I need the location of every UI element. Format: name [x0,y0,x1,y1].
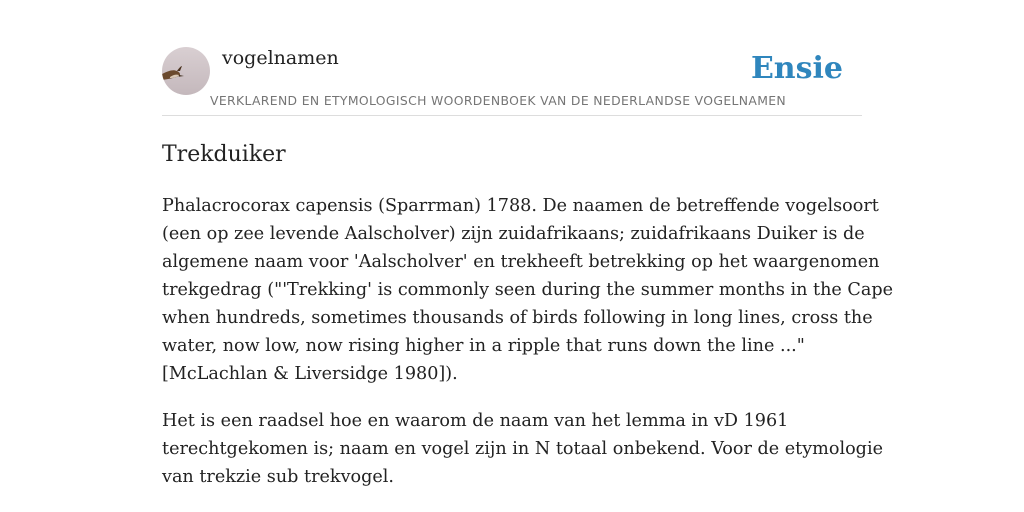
page [162,0,894,512]
paragraph-line: van trekzie sub trekvogel. [162,467,395,487]
paragraph-line: trekgedrag ("'Trekking' is commonly seen during the summer months in the Cape [162,280,894,300]
paragraph-line: algemene naam voor 'Aalscholver' en trekheeft betrekking op het waargenomen [162,252,880,272]
article-paragraph-2 [162,407,883,491]
header-divider [162,115,862,116]
site-name[interactable]: vogelnamen [222,47,339,69]
paragraph-line: when hundreds, sometimes thousands of birds following in long lines, cross the [162,308,873,328]
article-paragraph-1 [162,192,894,388]
site-subtitle: VERKLAREND EN ETYMOLOGISCH WOORDENBOEK VAN DE NEDERLANDSE VOGELNAMEN [210,93,787,108]
ensie-logo[interactable]: Ensie [750,51,843,86]
paragraph-line: Het is een raadsel hoe en waarom de naam van het lemma in vD 1961 [162,411,789,431]
paragraph-line: Phalacrocorax capensis (Sparrman) 1788. De naamen de betreffende vogelsoort [162,196,879,216]
bird-avatar-icon[interactable] [162,47,210,95]
paragraph-line: terechtgekomen is; naam en vogel zijn in N totaal onbekend. Voor de etymologie [162,439,883,459]
paragraph-line: (een op zee levende Aalscholver) zijn zuidafrikaans; zuidafrikaans Duiker is de [162,224,865,244]
paragraph-line: water, now low, now rising higher in a ripple that runs down the line ..." [162,336,805,356]
article-title: Trekduiker [162,142,286,167]
paragraph-line: [McLachlan & Liversidge 1980]). [162,364,458,384]
